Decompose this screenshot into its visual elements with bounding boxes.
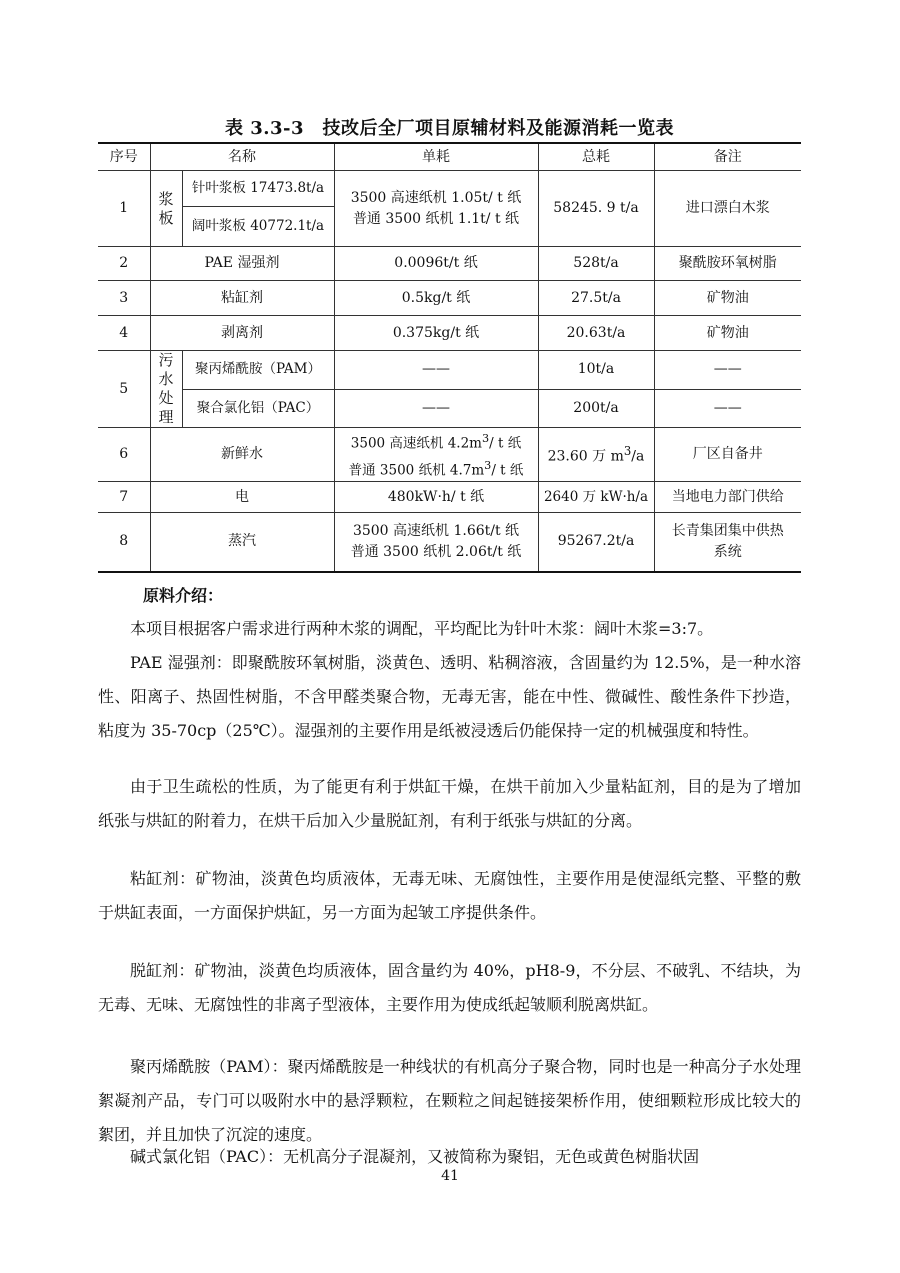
group-label: 浆 板 <box>150 171 182 247</box>
item-name: 阔叶浆板 40772.1t/a <box>182 207 334 247</box>
item-name: 剥离剂 <box>150 316 334 351</box>
unit-consumption: —— <box>334 351 538 390</box>
total-consumption: 95267.2t/a <box>538 513 654 572</box>
row-no: 7 <box>98 482 150 513</box>
row-no: 3 <box>98 281 150 316</box>
paragraph-release-agent: 脱缸剂：矿物油，淡黄色均质液体，固含量约为 40%，pH8-9，不分层、不破乳、不结块，为无毒、无味、无腐蚀性的非离子型液体，主要作用为使成纸起皱顺利脱离烘缸。 <box>98 961 801 1014</box>
paragraph-dryer-adhesion: 由于卫生疏松的性质，为了能更有利于烘缸干燥，在烘干前加入少量粘缸剂，目的是为了增加纸张与烘缸的附着力，在烘干后加入少量脱缸剂，有利于纸张与烘缸的分离。 <box>98 777 801 830</box>
total-consumption: 2640 万 kW·h/a <box>538 482 654 513</box>
table-title: 表 3.3-3 技改后全厂项目原辅材料及能源消耗一览表 <box>224 118 675 139</box>
item-name: 新鲜水 <box>150 428 334 482</box>
remark: 矿物油 <box>654 281 801 316</box>
paragraph-pae: PAE 湿强剂：即聚酰胺环氧树脂，淡黄色、透明、粘稠溶液，含固量约为 12.5%，是一种水溶性、阳离子、热固性树脂，不含甲醛类聚合物，无毒无害，能在中性、微碱性、酸性条件下抄造，粘度为 35-70cp（25℃）。湿强剂的主要作用是纸被浸透后仍能保持一定的机械强度和特性。 <box>98 653 801 740</box>
paragraph-pac: 碱式氯化铝（PAC）：无机高分子混凝剂，又被简称为聚铝，无色或黄色树脂状固 <box>130 1147 700 1166</box>
page-number: 41 <box>441 1168 459 1184</box>
remark: 聚酰胺环氧树脂 <box>654 247 801 281</box>
row-no: 1 <box>98 171 150 247</box>
remark: 进口漂白木浆 <box>654 171 801 247</box>
total-consumption: 20.63t/a <box>538 316 654 351</box>
table-row <box>98 281 801 316</box>
unit-consumption: 0.5kg/t 纸 <box>334 281 538 316</box>
unit-consumption: 480kW·h/ t 纸 <box>334 482 538 513</box>
table-row <box>98 482 801 513</box>
table-row <box>98 351 801 390</box>
total-consumption: 528t/a <box>538 247 654 281</box>
unit-consumption: 3500 高速纸机 $4.2m^3/$ t 纸 普通 3500 纸机 $4.7m^3/$ t 纸 <box>334 428 538 482</box>
paragraph-pam: 聚丙烯酰胺（PAM）：聚丙烯酰胺是一种线状的有机高分子聚合物，同时也是一种高分子水处理絮凝剂产品，专门可以吸附水中的悬浮颗粒，在颗粒之间起链接架桥作用，使细颗粒形成比较大的絮团，并且加快了沉淀的速度。 <box>98 1057 801 1144</box>
row-no: 2 <box>98 247 150 281</box>
item-name: 粘缸剂 <box>150 281 334 316</box>
table-row <box>98 389 801 428</box>
table-row <box>98 316 801 351</box>
unit-consumption: 3500 高速纸机 1.05t/ t 纸 普通 3500 纸机 1.1t/ t 纸 <box>334 171 538 247</box>
total-consumption: 200t/a <box>538 389 654 428</box>
unit-consumption: 0.0096t/t 纸 <box>334 247 538 281</box>
item-name: 聚合氯化铝（PAC） <box>182 389 334 428</box>
group-label: 污 水 处 理 <box>150 351 182 428</box>
header-total: 总耗 <box>538 143 654 171</box>
remark: 长青集团集中供热 系统 <box>654 513 801 572</box>
unit-consumption: —— <box>334 389 538 428</box>
item-name: 蒸汽 <box>150 513 334 572</box>
row-no: 8 <box>98 513 150 572</box>
remark: —— <box>654 351 801 390</box>
remark: 当地电力部门供给 <box>654 482 801 513</box>
paragraph-adhesive: 粘缸剂：矿物油，淡黄色均质液体，无毒无味、无腐蚀性，主要作用是使湿纸完整、平整的敷于烘缸表面，一方面保护烘缸，另一方面为起皱工序提供条件。 <box>98 869 801 922</box>
total-consumption: 23.60 万 $m^3/a$ <box>538 428 654 482</box>
paragraph-blend-ratio: 本项目根据客户需求进行两种木浆的调配，平均配比为针叶木浆：阔叶木浆=3:7。 <box>130 619 714 638</box>
table-row <box>98 428 801 482</box>
total-consumption: 27.5t/a <box>538 281 654 316</box>
unit-consumption: 3500 高速纸机 1.66t/t 纸 普通 3500 纸机 2.06t/t 纸 <box>334 513 538 572</box>
remark: —— <box>654 389 801 428</box>
row-no: 6 <box>98 428 150 482</box>
header-no: 序号 <box>98 143 150 171</box>
row-no: 5 <box>98 351 150 428</box>
remark: 厂区自备井 <box>654 428 801 482</box>
item-name: 针叶浆板 17473.8t/a <box>182 171 334 207</box>
table-row <box>98 513 801 572</box>
total-consumption: 10t/a <box>538 351 654 390</box>
table-row <box>98 171 801 207</box>
remark: 矿物油 <box>654 316 801 351</box>
total-consumption: 58245. 9 t/a <box>538 171 654 247</box>
header-name: 名称 <box>150 143 334 171</box>
header-unit: 单耗 <box>334 143 538 171</box>
item-name: 电 <box>150 482 334 513</box>
table-header-row <box>98 143 801 171</box>
materials-table <box>98 142 801 573</box>
header-note: 备注 <box>654 143 801 171</box>
unit-consumption: 0.375kg/t 纸 <box>334 316 538 351</box>
item-name: PAE 湿强剂 <box>150 247 334 281</box>
item-name: 聚丙烯酰胺（PAM） <box>182 351 334 390</box>
table-row <box>98 247 801 281</box>
row-no: 4 <box>98 316 150 351</box>
section-heading: 原料介绍： <box>143 586 224 605</box>
